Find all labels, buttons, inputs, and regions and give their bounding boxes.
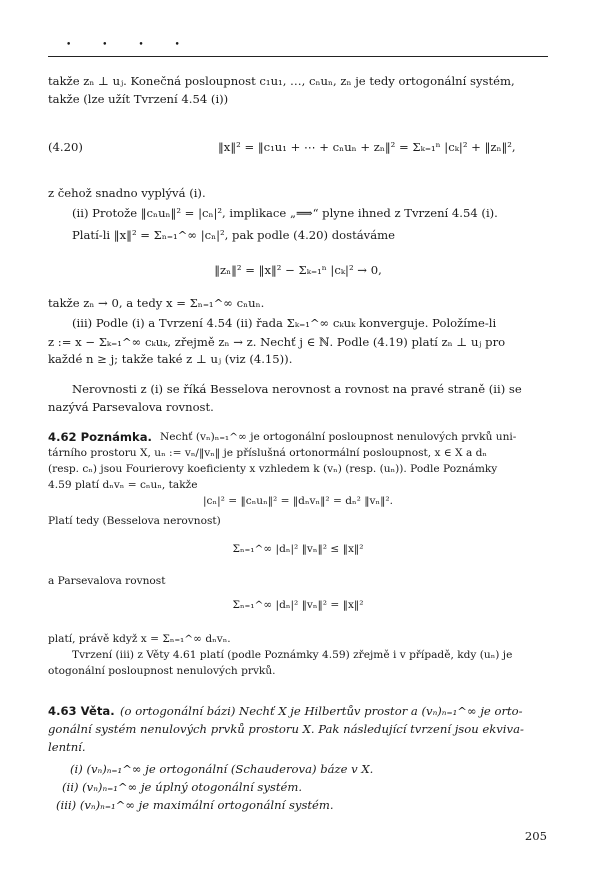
page-number: 205 — [524, 829, 547, 843]
text-line-t2: gonální systém nenulových prvků prostoru X. Pak následující tvrzení jsou ekviva- — [48, 722, 524, 736]
text-line-l9: (iii) Podle (i) a Tvrzení 4.54 (ii) řada Σₖ₌₁^∞ cₖuₖ konverguje. Položíme-li — [72, 316, 497, 330]
text-line-r9: Σₙ₌₁^∞ |dₙ|² ‖vₙ‖² = ‖x‖² — [232, 599, 364, 611]
text-line-t3: lentní. — [48, 740, 86, 754]
text-line-l13: nazývá Parsevalova rovnost. — [48, 400, 214, 414]
text-line-l1: takže zₙ ⊥ uⱼ. Konečná posloupnost c₁u₁, …, cₙuₙ, zₙ je tedy ortogonální systém, — [48, 74, 515, 88]
text-line-r10: platí, právě když x = Σₙ₌₁^∞ dₙvₙ. — [48, 633, 231, 645]
theorem-title: 4.63 Věta. — [48, 704, 115, 718]
text-line-l8: takže zₙ → 0, a tedy x = Σₙ₌₁^∞ cₙuₙ. — [48, 296, 265, 310]
text-line-t1: (o ortogonální bázi) Nechť X je Hilbertův prostor a (vₙ)ₙ₌₁^∞ je orto- — [120, 704, 523, 718]
text-line-r7: Σₙ₌₁^∞ |dₙ|² ‖vₙ‖² ≤ ‖x‖² — [232, 543, 364, 555]
equation-label: (4.20) — [48, 140, 83, 154]
text-line-r8: a Parsevalova rovnost — [48, 575, 166, 587]
header-rule — [48, 56, 548, 57]
text-line-t6: (iii) (vₙ)ₙ₌₁^∞ je maximální ortogonální systém. — [56, 798, 334, 812]
text-line-l2: takže (lze užít Tvrzení 4.54 (i)) — [48, 92, 229, 106]
text-line-t5: (ii) (vₙ)ₙ₌₁^∞ je úplný otogonální systém. — [62, 780, 303, 794]
text-line-r4: 4.59 platí dₙvₙ = cₙuₙ, takže — [48, 479, 198, 491]
text-line-r12: otogonální posloupnost nenulových prvků. — [48, 665, 276, 677]
text-line-l12: Nerovnosti z (i) se říká Besselova nerovnost a rovnost na pravé straně (ii) se — [72, 382, 522, 396]
text-line-r2: tárního prostoru X, uₙ := vₙ/‖vₙ‖ je příslušná ortonormální posloupnost, x ∈ X a dₙ — [48, 447, 488, 459]
text-line-l5: (ii) Protože ‖cₙuₙ‖² = |cₙ|², implikace „⟹“ plyne ihned z Tvrzení 4.54 (i). — [72, 206, 498, 220]
text-line-l10: z := x − Σₖ₌₁^∞ cₖuₖ, zřejmě zₙ → z. Nechť j ∈ ℕ. Podle (4.19) platí zₙ ⊥ uⱼ pro — [48, 335, 506, 349]
text-line-r1: Nechť (vₙ)ₙ₌₁^∞ je ortogonální posloupnost nenulových prvků uni- — [160, 431, 517, 443]
text-line-t4: (i) (vₙ)ₙ₌₁^∞ je ortogonální (Schauderova) báze v X. — [70, 762, 374, 776]
text-line-l4: z čehož snadno vyplývá (i). — [48, 186, 206, 200]
text-line-l3: ‖x‖² = ‖c₁u₁ + ⋯ + cₙuₙ + zₙ‖² = Σₖ₌₁ⁿ |cₖ|² + ‖zₙ‖², — [218, 140, 516, 154]
running-header: • • • • — [66, 40, 194, 50]
text-line-l7: ‖zₙ‖² = ‖x‖² − Σₖ₌₁ⁿ |cₖ|² → 0, — [214, 263, 382, 277]
text-line-l11: každé n ≥ j; takže také z ⊥ uⱼ (viz (4.15)). — [48, 352, 293, 366]
text-line-r5: |cₙ|² = ‖cₙuₙ‖² = ‖dₙvₙ‖² = dₙ² ‖vₙ‖². — [202, 495, 394, 507]
text-line-r6: Platí tedy (Besselova nerovnost) — [48, 515, 221, 527]
text-line-r3: (resp. cₙ) jsou Fourierovy koeficienty x vzhledem k (vₙ) (resp. (uₙ)). Podle Poznámky — [48, 463, 498, 475]
text-line-r11: Tvrzení (iii) z Věty 4.61 platí (podle Poznámky 4.59) zřejmě i v případě, kdy (uₙ) je — [72, 649, 513, 661]
remark-title: 4.62 Poznámka. — [48, 430, 152, 444]
text-line-l6: Platí-li ‖x‖² = Σₙ₌₁^∞ |cₙ|², pak podle (4.20) dostáváme — [72, 228, 395, 242]
